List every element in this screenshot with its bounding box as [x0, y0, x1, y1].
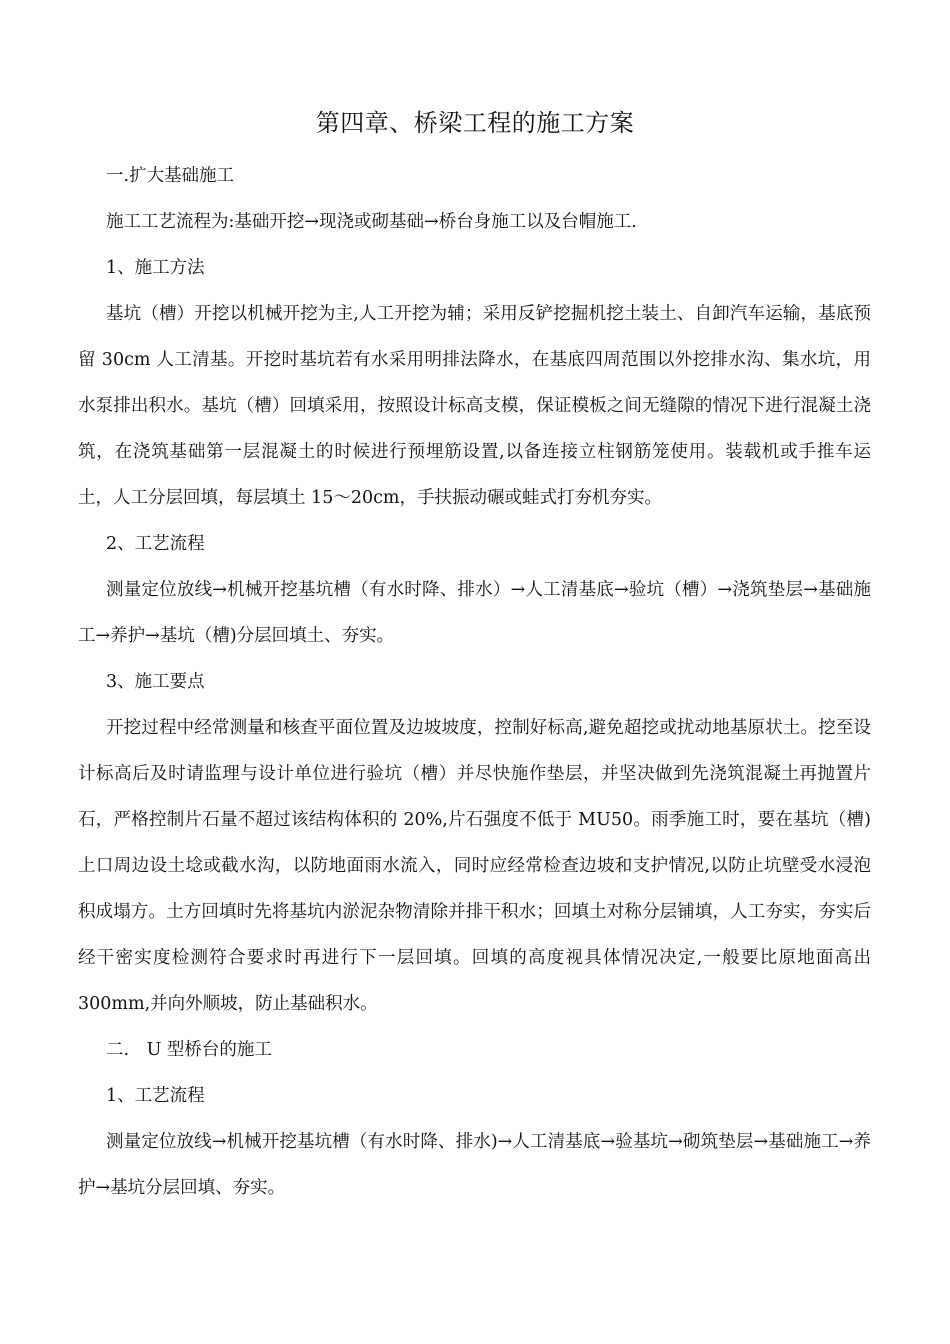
process-flow-steps-paragraph: 测量定位放线→机械开挖基坑槽（有水时降、排水）→人工清基底→验坑（槽）→浇筑垫层→基础施工→养护→基坑（槽)分层回填土、夯实。	[78, 580, 871, 646]
subsection-heading-construction-method: 1、施工方法	[106, 258, 205, 278]
page-title: 第四章、桥梁工程的施工方案	[315, 109, 635, 137]
section-heading-1: 一.扩大基础施工	[106, 166, 235, 186]
key-points-paragraph: 开挖过程中经常测量和核查平面位置及边坡坡度，控制好标高,避免超挖或扰动地基原状土。挖至设计标高后及时请监理与设计单位进行验坑（槽）并尽快施作垫层，并坚决做到先浇筑混凝土再抛置片石，严格控制片石量不超过该结构体积的 20%,片石强度不低于 MU50。雨季施工时，要在基坑（槽)上口周边设土埝或截水沟，以防地面雨水流入，同时应经常检查边坡和支护情况,以防止坑壁受水浸泡积成塌方。土方回填时先将基坑内淤泥杂物清除并排干积水；回填土对称分层铺填，人工夯实，夯实后经干密实度检测符合要求时再进行下一层回填。回填的高度视具体情况决定,一般要比原地面高出 300mm,并向外顺坡，防止基础积水。	[78, 718, 871, 1014]
section-heading-2: 二. U 型桥台的施工	[106, 1040, 272, 1060]
subsection-heading-key-points: 3、施工要点	[106, 672, 205, 692]
subsection-heading-process-flow: 2、工艺流程	[106, 534, 205, 554]
process-flow-paragraph: 施工工艺流程为:基础开挖→现浇或砌基础→桥台身施工以及台帽施工.	[106, 212, 637, 232]
subsection-heading-u-abutment-process: 1、工艺流程	[106, 1086, 205, 1106]
u-abutment-process-paragraph: 测量定位放线→机械开挖基坑槽（有水时降、排水)→人工清基底→验基坑→砌筑垫层→基础施工→养护→基坑分层回填、夯实。	[78, 1132, 871, 1198]
document-body	[78, 153, 871, 1211]
construction-method-paragraph: 基坑（槽）开挖以机械开挖为主,人工开挖为辅；采用反铲挖掘机挖土装土、自卸汽车运输，基底预留 30cm 人工清基。开挖时基坑若有水采用明排法降水，在基底四周范围以外挖排水沟、集水坑，用水泵排出积水。基坑（槽）回填采用，按照设计标高支模，保证模板之间无缝隙的情况下进行混凝土浇筑，在浇筑基础第一层混凝土的时候进行预埋筋设置,以备连接立柱钢筋笼使用。装载机或手推车运土，人工分层回填，每层填土 15～20cm，手扶振动碾或蛙式打夯机夯实。	[78, 304, 871, 508]
